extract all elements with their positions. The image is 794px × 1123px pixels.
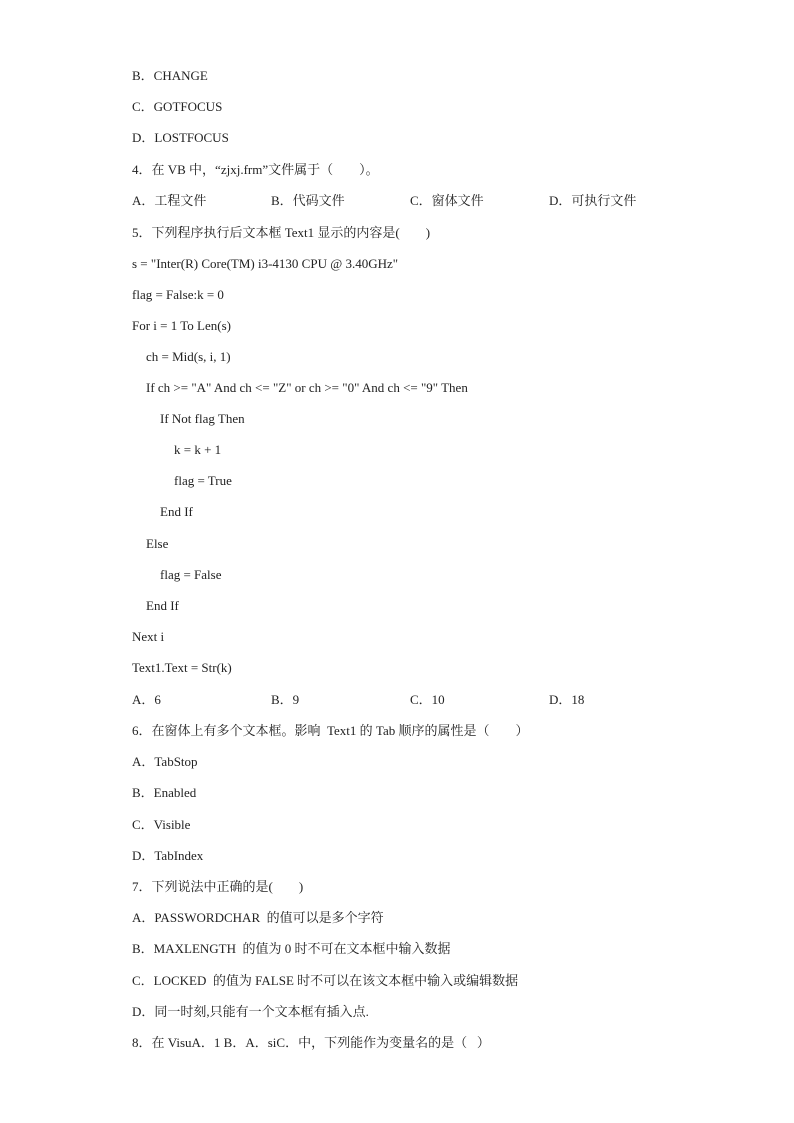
q5-option-b: B．9 <box>271 692 300 707</box>
q4-option-c: C．窗体文件 <box>410 193 484 208</box>
q5-code-line: End If <box>146 598 179 613</box>
q6-option-a: A．TabStop <box>132 754 198 769</box>
q8-stem: 8．在 VisuA．1 B．A．siC．中，下列能作为变量名的是（ ） <box>132 1035 490 1050</box>
q5-code-line: ch = Mid(s, i, 1) <box>146 349 231 364</box>
q6-option-b: B．Enabled <box>132 785 197 800</box>
q6-option-c: C．Visible <box>132 817 191 832</box>
q4-stem: 4．在 VB 中，“zjxj.frm”文件属于（ ）。 <box>132 162 379 177</box>
q3-option-b: B．CHANGE <box>132 68 208 83</box>
q3-option-d: D．LOSTFOCUS <box>132 130 229 145</box>
q5-option-a: A．6 <box>132 692 161 707</box>
q4-option-d: D．可执行文件 <box>549 193 637 208</box>
q5-code-line: End If <box>160 504 193 519</box>
q7-option-b: B．MAXLENGTH 的值为 0 时不可在文本框中输入数据 <box>132 941 451 956</box>
q5-code-line: k = k + 1 <box>174 442 222 457</box>
q5-option-d: D．18 <box>549 692 585 707</box>
q5-code-line: flag = False:k = 0 <box>132 287 224 302</box>
q5-code-line: s = "Inter(R) Core(TM) i3-4130 CPU @ 3.40GHz" <box>132 256 399 271</box>
q7-option-a: A．PASSWORDCHAR 的值可以是多个字符 <box>132 910 384 925</box>
q5-stem: 5．下列程序执行后文本框 Text1 显示的内容是( ) <box>132 225 431 240</box>
q7-option-c: C．LOCKED 的值为 FALSE 时不可以在该文本框中输入或编辑数据 <box>132 973 519 988</box>
q5-code-line: For i = 1 To Len(s) <box>132 318 231 333</box>
q7-option-d: D．同一时刻,只能有一个文本框有插入点. <box>132 1004 369 1019</box>
q6-stem: 6．在窗体上有多个文本框。影响 Text1 的 Tab 顺序的属性是（ ） <box>132 723 529 738</box>
q7-stem: 7．下列说法中正确的是( ) <box>132 879 304 894</box>
q5-code-line: flag = True <box>174 473 232 488</box>
q6-option-d: D．TabIndex <box>132 848 204 863</box>
q5-code-line: If ch >= "A" And ch <= "Z" or ch >= "0" And ch <= "9" Then <box>146 380 468 395</box>
q5-code-line: If Not flag Then <box>160 411 245 426</box>
q5-code-line: Text1.Text = Str(k) <box>132 660 232 675</box>
q4-option-a: A．工程文件 <box>132 193 207 208</box>
q3-option-c: C．GOTFOCUS <box>132 99 223 114</box>
q5-code-line: Next i <box>132 629 165 644</box>
q5-code-line: flag = False <box>160 567 222 582</box>
q5-code-line: Else <box>146 536 169 551</box>
q4-option-b: B．代码文件 <box>271 193 345 208</box>
q5-option-c: C．10 <box>410 692 445 707</box>
